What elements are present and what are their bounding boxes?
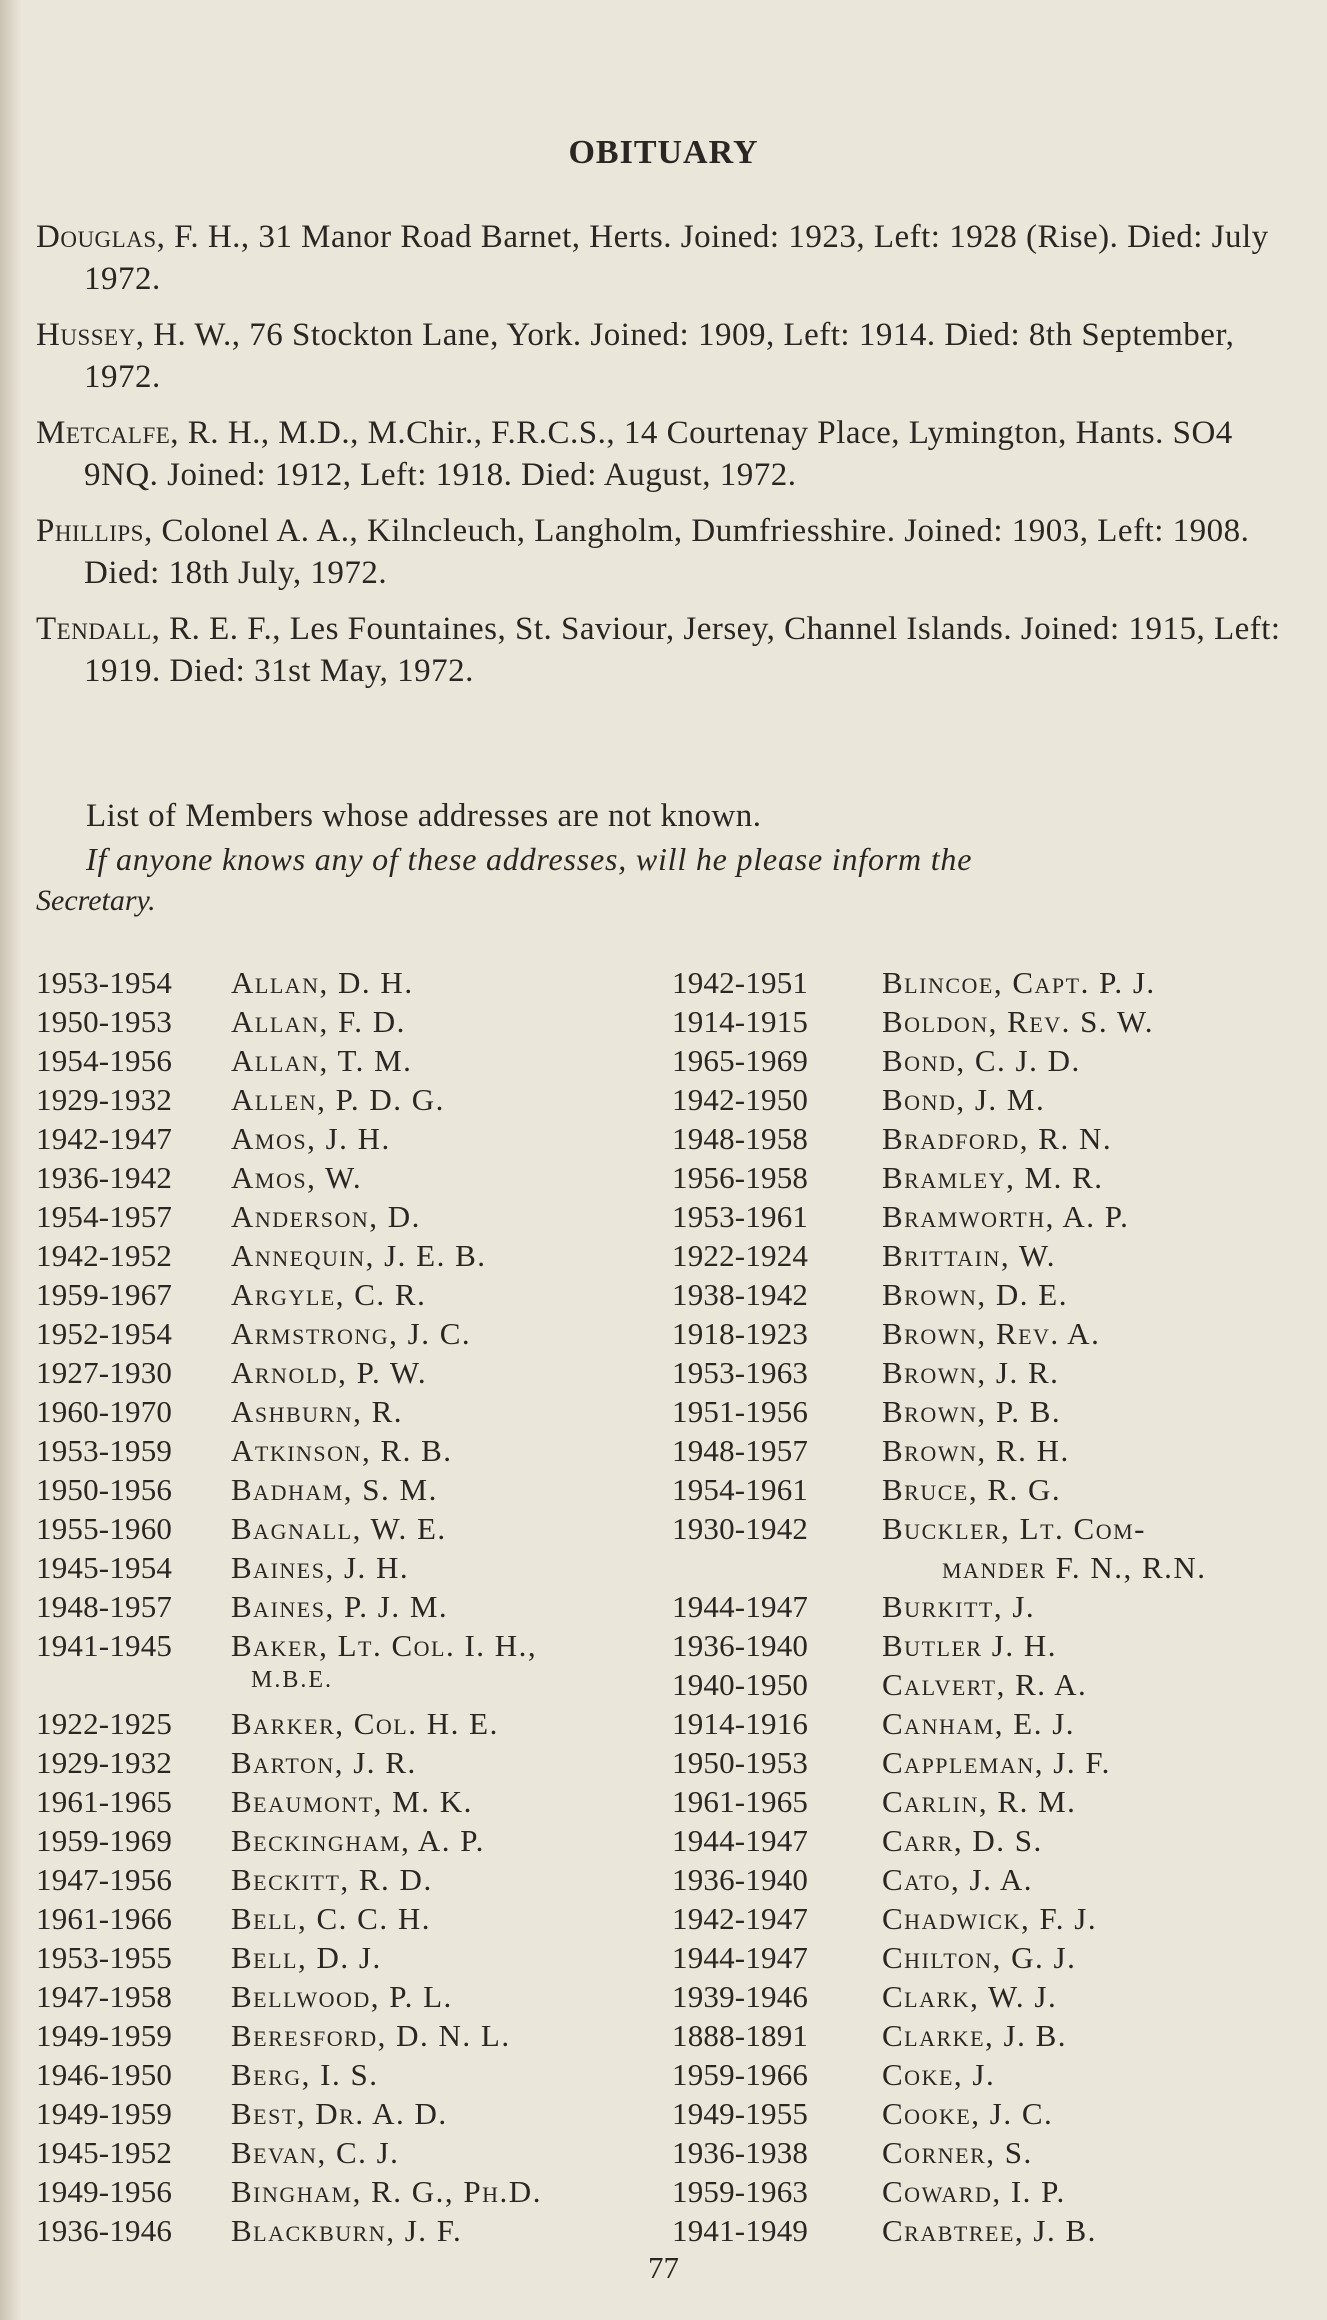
member-name: Anderson, D. [231, 1199, 421, 1234]
member-name: Annequin, J. E. B. [231, 1238, 487, 1273]
member-years: 1948-1957 [672, 1433, 809, 1468]
member-row [672, 1082, 1302, 1121]
page-title: OBITUARY [568, 134, 759, 171]
member-row [672, 2213, 1302, 2252]
member-years: 1929-1932 [36, 1082, 173, 1117]
member-row [672, 2096, 1302, 2135]
member-years: 1950-1956 [36, 1472, 173, 1507]
member-name: Corner, S. [882, 2135, 1033, 2170]
member-years: 1944-1947 [672, 1823, 809, 1858]
member-row [36, 1628, 676, 1667]
member-name: Armstrong, J. C. [231, 1316, 472, 1351]
member-row [36, 1316, 676, 1355]
member-name: Barton, J. R. [231, 1745, 417, 1780]
member-years: 1940-1950 [672, 1667, 809, 1702]
member-name: Bramworth, A. P. [882, 1199, 1130, 1234]
member-row [36, 1043, 676, 1082]
member-years: 1952-1954 [36, 1316, 173, 1351]
member-row [672, 2057, 1302, 2096]
member-name: Allan, D. H. [231, 965, 414, 1000]
member-name: Coward, I. P. [882, 2174, 1066, 2209]
member-row [36, 1550, 676, 1589]
member-name: Bevan, C. J. [231, 2135, 400, 2170]
intro-request: If anyone knows any of these addresses, will he please inform the [86, 841, 973, 877]
member-years: 1965-1969 [672, 1043, 809, 1078]
member-name: Bond, J. M. [882, 1082, 1046, 1117]
member-name: Best, Dr. A. D. [231, 2096, 448, 2131]
member-years: 1942-1947 [36, 1121, 173, 1156]
member-name: Bingham, R. G., Ph.D. [231, 2174, 542, 2209]
member-row [36, 1121, 676, 1160]
member-row [36, 1784, 676, 1823]
member-years: 1955-1960 [36, 1511, 173, 1546]
member-row [672, 1277, 1302, 1316]
member-years: 1941-1949 [672, 2213, 809, 2248]
member-name: Badham, S. M. [231, 1472, 438, 1507]
member-name: Beaumont, M. K. [231, 1784, 473, 1819]
member-years: 1929-1932 [36, 1745, 173, 1780]
member-name: Buckler, Lt. Com- [882, 1511, 1147, 1546]
member-years: 1942-1950 [672, 1082, 809, 1117]
member-name: Chilton, G. J. [882, 1940, 1077, 1975]
member-years: 1945-1954 [36, 1550, 173, 1585]
member-name: Baker, Lt. Col. I. H., [231, 1628, 538, 1663]
member-row [36, 1199, 676, 1238]
member-row [672, 1433, 1302, 1472]
member-row [36, 1472, 676, 1511]
member-years: 1961-1966 [36, 1901, 173, 1936]
member-row [36, 2213, 676, 2252]
member-years: 1927-1930 [36, 1355, 173, 1390]
member-name: Bagnall, W. E. [231, 1511, 447, 1546]
member-years: 1948-1958 [672, 1121, 809, 1156]
member-name: Berg, I. S. [231, 2057, 379, 2092]
member-name: Brown, R. H. [882, 1433, 1070, 1468]
member-name: Atkinson, R. B. [231, 1433, 453, 1468]
intro-line: List of Members whose addresses are not known. [86, 798, 762, 834]
obituary-entry [36, 510, 1286, 594]
obituary-details: , Colonel A. A., Kilncleuch, Langholm, Dumfriesshire. Joined: 1903, Left: 1908. Died: 18th July, 1972. [84, 513, 1250, 591]
member-name: Arnold, P. W. [231, 1355, 428, 1390]
member-row [36, 1433, 676, 1472]
member-years: 1961-1965 [36, 1784, 173, 1819]
member-row [672, 965, 1302, 1004]
member-years: 1939-1946 [672, 1979, 809, 2014]
member-row [672, 1589, 1302, 1628]
member-name: Cappleman, J. F. [882, 1745, 1111, 1780]
member-row [672, 1199, 1302, 1238]
member-row [36, 1355, 676, 1394]
obituary-details: , F. H., 31 Manor Road Barnet, Herts. Joined: 1923, Left: 1928 (Rise). Died: July 1972. [84, 219, 1269, 297]
obituary-entry [36, 314, 1286, 398]
member-name: Cato, J. A. [882, 1862, 1034, 1897]
obituary-surname: Tendall [36, 611, 152, 647]
member-years: 1961-1965 [672, 1784, 809, 1819]
member-row [672, 2018, 1302, 2057]
member-row [672, 1745, 1302, 1784]
member-years: 1918-1923 [672, 1316, 809, 1351]
member-row [672, 1355, 1302, 1394]
member-name: Beckitt, R. D. [231, 1862, 433, 1897]
member-name: Bellwood, P. L. [231, 1979, 453, 2014]
member-name: Bruce, R. G. [882, 1472, 1062, 1507]
member-row [672, 1043, 1302, 1082]
member-name: Blackburn, J. F. [231, 2213, 463, 2248]
member-row [36, 2018, 676, 2057]
member-name: Coke, J. [882, 2057, 996, 2092]
member-name: Bell, D. J. [231, 1940, 382, 1975]
member-row [672, 1394, 1302, 1433]
member-row [672, 1940, 1302, 1979]
member-years: 1942-1952 [36, 1238, 173, 1273]
member-years: 1947-1956 [36, 1862, 173, 1897]
member-years: 1953-1959 [36, 1433, 173, 1468]
member-name: Carlin, R. M. [882, 1784, 1077, 1819]
member-years: 1960-1970 [36, 1394, 173, 1429]
member-years: 1949-1959 [36, 2018, 173, 2053]
member-row [36, 1667, 676, 1706]
member-years: 1959-1966 [672, 2057, 809, 2092]
member-row [36, 1277, 676, 1316]
member-years: 1945-1952 [36, 2135, 173, 2170]
member-name: Bond, C. J. D. [882, 1043, 1081, 1078]
intro-request-continued: Secretary. [36, 884, 156, 917]
member-years: 1936-1940 [672, 1862, 809, 1897]
member-row [672, 1667, 1302, 1706]
member-years: 1948-1957 [36, 1589, 173, 1624]
member-years: 1951-1956 [672, 1394, 809, 1429]
page-number: 77 [648, 2250, 679, 2285]
member-row [36, 1589, 676, 1628]
member-name: Allan, F. D. [231, 1004, 406, 1039]
obituary-surname: Douglas [36, 219, 157, 255]
member-name: Allen, P. D. G. [231, 1082, 445, 1117]
member-years: 1950-1953 [672, 1745, 809, 1780]
member-row [36, 1745, 676, 1784]
member-name: M.B.E. [251, 1667, 334, 1693]
member-name: Boldon, Rev. S. W. [882, 1004, 1155, 1039]
member-row [36, 2174, 676, 2213]
member-years: 1950-1953 [36, 1004, 173, 1039]
member-years: 1936-1938 [672, 2135, 809, 2170]
member-row [36, 1901, 676, 1940]
obituary-surname: Hussey [36, 317, 136, 353]
member-row [672, 1901, 1302, 1940]
member-name: Cooke, J. C. [882, 2096, 1054, 2131]
member-row [672, 1472, 1302, 1511]
member-years: 1949-1955 [672, 2096, 809, 2131]
member-row [36, 1160, 676, 1199]
member-row [672, 2135, 1302, 2174]
member-name: Brittain, W. [882, 1238, 1056, 1273]
member-years: 1914-1916 [672, 1706, 809, 1741]
member-years: 1959-1969 [36, 1823, 173, 1858]
member-name: Allan, T. M. [231, 1043, 413, 1078]
member-years: 1941-1945 [36, 1628, 173, 1663]
member-name: Beckingham, A. P. [231, 1823, 485, 1858]
member-row [36, 1394, 676, 1433]
member-row [672, 1121, 1302, 1160]
member-row [36, 1979, 676, 2018]
member-name: Bramley, M. R. [882, 1160, 1104, 1195]
member-years: 1922-1925 [36, 1706, 173, 1741]
member-row [672, 1316, 1302, 1355]
member-name: Baines, P. J. M. [231, 1589, 449, 1624]
member-name: Butler J. H. [882, 1628, 1058, 1663]
member-years: 1947-1958 [36, 1979, 173, 2014]
member-years: 1944-1947 [672, 1940, 809, 1975]
member-name: Calvert, R. A. [882, 1667, 1088, 1702]
member-name: mander F. N., R.N. [942, 1550, 1207, 1585]
member-years: 1954-1956 [36, 1043, 173, 1078]
member-years: 1954-1961 [672, 1472, 809, 1507]
member-row [672, 1862, 1302, 1901]
member-years: 1949-1956 [36, 2174, 173, 2209]
member-row [36, 2135, 676, 2174]
missing-addresses-intro [36, 795, 1286, 921]
member-row [672, 1706, 1302, 1745]
member-row [36, 1862, 676, 1901]
member-years: 1936-1940 [672, 1628, 809, 1663]
member-row [672, 1784, 1302, 1823]
member-years: 1946-1950 [36, 2057, 173, 2092]
member-name: Beresford, D. N. L. [231, 2018, 511, 2053]
member-row [672, 1823, 1302, 1862]
member-name: Clarke, J. B. [882, 2018, 1067, 2053]
member-row [36, 2057, 676, 2096]
member-row [672, 1511, 1302, 1550]
obituary-list [36, 216, 1286, 706]
member-years: 1922-1924 [672, 1238, 809, 1273]
member-years: 1936-1942 [36, 1160, 173, 1195]
member-years: 1953-1961 [672, 1199, 809, 1234]
member-name: Brown, J. R. [882, 1355, 1060, 1390]
member-name: Canham, E. J. [882, 1706, 1076, 1741]
obituary-entry [36, 216, 1286, 300]
member-row [36, 965, 676, 1004]
member-years: 1949-1959 [36, 2096, 173, 2131]
member-row [672, 2174, 1302, 2213]
member-name: Brown, Rev. A. [882, 1316, 1101, 1351]
member-years: 1959-1967 [36, 1277, 173, 1312]
member-row [36, 1706, 676, 1745]
member-years: 1942-1947 [672, 1901, 809, 1936]
member-years: 1959-1963 [672, 2174, 809, 2209]
member-name: Bell, C. C. H. [231, 1901, 431, 1936]
obituary-surname: Metcalfe [36, 415, 171, 451]
member-years: 1956-1958 [672, 1160, 809, 1195]
obituary-details: , H. W., 76 Stockton Lane, York. Joined: 1909, Left: 1914. Died: 8th September, 1972. [84, 317, 1235, 395]
member-name: Baines, J. H. [231, 1550, 410, 1585]
member-row [672, 1979, 1302, 2018]
member-row [36, 1511, 676, 1550]
members-column-right [672, 965, 1302, 2252]
member-row [36, 1082, 676, 1121]
member-row [672, 1238, 1302, 1277]
member-years: 1930-1942 [672, 1511, 809, 1546]
member-years: 1914-1915 [672, 1004, 809, 1039]
member-years: 1936-1946 [36, 2213, 173, 2248]
member-row [36, 1823, 676, 1862]
member-name: Brown, P. B. [882, 1394, 1062, 1429]
obituary-entry [36, 608, 1286, 692]
members-column-left [36, 965, 676, 2252]
member-years: 1953-1963 [672, 1355, 809, 1390]
member-name: Brown, D. E. [882, 1277, 1068, 1312]
obituary-surname: Phillips [36, 513, 144, 549]
member-row [36, 1238, 676, 1277]
member-name: Blincoe, Capt. P. J. [882, 965, 1156, 1000]
member-name: Amos, W. [231, 1160, 363, 1195]
member-name: Crabtree, J. B. [882, 2213, 1097, 2248]
member-years: 1944-1947 [672, 1589, 809, 1624]
member-name: Carr, D. S. [882, 1823, 1043, 1858]
member-row [672, 1160, 1302, 1199]
member-name: Bradford, R. N. [882, 1121, 1113, 1156]
member-name: Clark, W. J. [882, 1979, 1058, 2014]
member-years: 1888-1891 [672, 2018, 809, 2053]
member-years: 1953-1955 [36, 1940, 173, 1975]
member-row [672, 1004, 1302, 1043]
member-row [36, 1940, 676, 1979]
member-name: Burkitt, J. [882, 1589, 1036, 1624]
member-name: Argyle, C. R. [231, 1277, 427, 1312]
member-name: Chadwick, F. J. [882, 1901, 1098, 1936]
member-row [672, 1628, 1302, 1667]
member-years: 1938-1942 [672, 1277, 809, 1312]
obituary-details: , R. E. F., Les Fountaines, St. Saviour, Jersey, Channel Islands. Joined: 1915, Left: 1919. Died: 31st May, 1972. [84, 611, 1281, 689]
obituary-entry [36, 412, 1286, 496]
obituary-details: , R. H., M.D., M.Chir., F.R.C.S., 14 Courtenay Place, Lymington, Hants. SO4 9NQ. Joined: 1912, Left: 1918. Died: August, 1972. [84, 415, 1233, 493]
member-years: 1942-1951 [672, 965, 809, 1000]
member-row [36, 1004, 676, 1043]
member-years: 1953-1954 [36, 965, 173, 1000]
member-years: 1954-1957 [36, 1199, 173, 1234]
member-row [36, 2096, 676, 2135]
member-name: Amos, J. H. [231, 1121, 391, 1156]
member-name: Ashburn, R. [231, 1394, 404, 1429]
member-row [672, 1550, 1302, 1589]
member-name: Barker, Col. H. E. [231, 1706, 499, 1741]
